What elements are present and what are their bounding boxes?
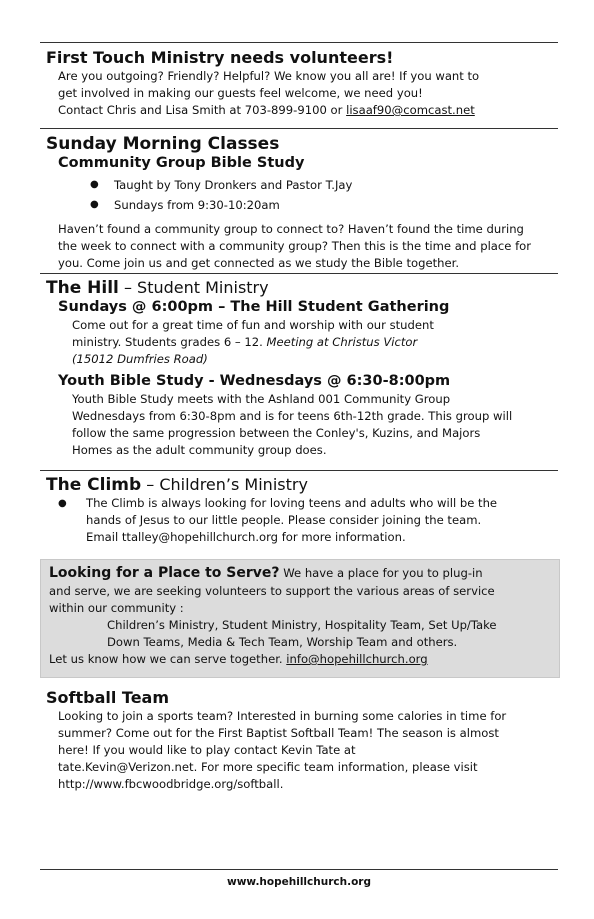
paragraph-line: you. Come join us and get connected as we study the Bible together. <box>58 256 460 270</box>
bullet-text: Sundays from 9:30-10:20am <box>114 198 280 212</box>
footer-divider <box>40 869 558 870</box>
paragraph-line <box>72 334 554 351</box>
softball-section <box>46 688 554 793</box>
youth-bible-study-text <box>46 391 554 459</box>
serve-contact <box>49 651 551 668</box>
paragraph-text: Let us know how we can serve together. <box>49 652 287 666</box>
youth-bible-study-heading: Youth Bible Study - Wednesdays @ 6:30-8:00pm <box>58 373 451 389</box>
first-touch-contact <box>58 102 554 119</box>
the-climb-title: The Climb <box>46 475 142 495</box>
hill-gathering-text <box>46 317 554 368</box>
list-item <box>90 175 554 195</box>
sunday-classes-heading: Sunday Morning Classes <box>46 134 280 154</box>
the-hill-section <box>46 278 554 459</box>
bullet-text: Taught by Tony Dronkers and Pastor T.Jay <box>114 178 353 192</box>
paragraph-text: ministry. Students grades 6 – 12. <box>72 335 267 349</box>
first-touch-email-link[interactable]: lisaaf90@comcast.net <box>346 103 475 117</box>
ministry-list-line: Children’s Ministry, Student Ministry, Hospitality Team, Set Up/Take <box>107 618 497 632</box>
paragraph-line: Come out for a great time of fun and worship with our student <box>72 318 434 332</box>
paragraph-line: Wednesdays from 6:30-8pm and is for teens 6th-12th grade. This group will <box>72 409 513 423</box>
first-touch-line: get involved in making our guests feel welcome, we need you! <box>58 86 423 100</box>
serve-heading: Looking for a Place to Serve? <box>49 565 280 581</box>
paragraph-text: We have a place for you to plug-in <box>279 566 483 580</box>
the-climb-heading <box>46 475 554 495</box>
serve-callout-box <box>40 559 560 678</box>
sunday-paragraph <box>46 221 554 272</box>
bullet-icon: ● <box>90 179 99 190</box>
bullet-icon: ● <box>58 498 67 509</box>
the-climb-text <box>46 495 554 546</box>
section-divider <box>40 470 558 471</box>
paragraph-line: Homes as the adult community group does. <box>72 443 327 457</box>
footer-website-link[interactable]: www.hopehillchurch.org <box>227 876 371 888</box>
hill-gathering-heading: Sundays @ 6:00pm – The Hill Student Gathering <box>58 299 450 315</box>
paragraph-line: tate.Kevin@Verizon.net. For more specific team information, please visit <box>58 760 478 774</box>
the-climb-subtitle: – Children’s Ministry <box>141 475 308 494</box>
the-hill-subtitle: – Student Ministry <box>118 278 269 297</box>
section-divider <box>40 42 558 43</box>
serve-email-link[interactable]: info@hopehillchurch.org <box>286 652 428 666</box>
paragraph-line: Youth Bible Study meets with the Ashland 001 Community Group <box>72 392 451 406</box>
community-group-heading: Community Group Bible Study <box>58 155 305 171</box>
paragraph-line: follow the same progression between the Conley's, Kuzins, and Majors <box>72 426 481 440</box>
paragraph-line: Email ttalley@hopehillchurch.org for more information. <box>86 530 406 544</box>
paragraph-line: within our community : <box>49 601 184 615</box>
meeting-location: Meeting at Christus Victor <box>266 335 418 349</box>
list-item <box>90 195 554 215</box>
paragraph-line: Looking to join a sports team? Interested in burning some calories in time for <box>58 709 507 723</box>
softball-heading: Softball Team <box>46 688 170 707</box>
the-hill-title: The Hill <box>46 278 119 298</box>
paragraph-line: http://www.fbcwoodbridge.org/softball. <box>58 777 284 791</box>
sunday-classes-section <box>46 134 554 272</box>
the-climb-section <box>46 475 554 546</box>
first-touch-text <box>46 68 554 119</box>
paragraph-line: and serve, we are seeking volunteers to support the various areas of service <box>49 584 495 598</box>
softball-text <box>46 708 554 793</box>
serve-text <box>41 560 559 668</box>
section-divider <box>40 128 558 129</box>
paragraph-line: summer? Come out for the First Baptist Softball Team! The season is almost <box>58 726 499 740</box>
the-hill-heading <box>46 278 554 298</box>
first-touch-line: Are you outgoing? Friendly? Helpful? We know you all are! If you want to <box>58 69 480 83</box>
paragraph-line: Haven’t found a community group to connect to? Haven’t found the time during <box>58 222 524 236</box>
paragraph-line: The Climb is always looking for loving teens and adults who will be the <box>86 496 498 510</box>
paragraph-line: here! If you would like to play contact Kevin Tate at <box>58 743 356 757</box>
first-touch-contact-text: Contact Chris and Lisa Smith at 703-899-9100 or <box>58 103 347 117</box>
first-touch-section <box>46 48 554 119</box>
ministry-list-line: Down Teams, Media & Tech Team, Worship Team and others. <box>107 635 458 649</box>
first-touch-heading: First Touch Ministry needs volunteers! <box>46 48 394 67</box>
sunday-bullet-list <box>46 175 554 215</box>
paragraph-line: hands of Jesus to our little people. Please consider joining the team. <box>86 513 482 527</box>
section-divider <box>40 273 558 274</box>
bullet-icon: ● <box>90 199 99 210</box>
serve-first-line <box>49 564 551 583</box>
paragraph-line: the week to connect with a community group? Then this is the time and place for <box>58 239 532 253</box>
meeting-address: (15012 Dumfries Road) <box>72 352 208 366</box>
